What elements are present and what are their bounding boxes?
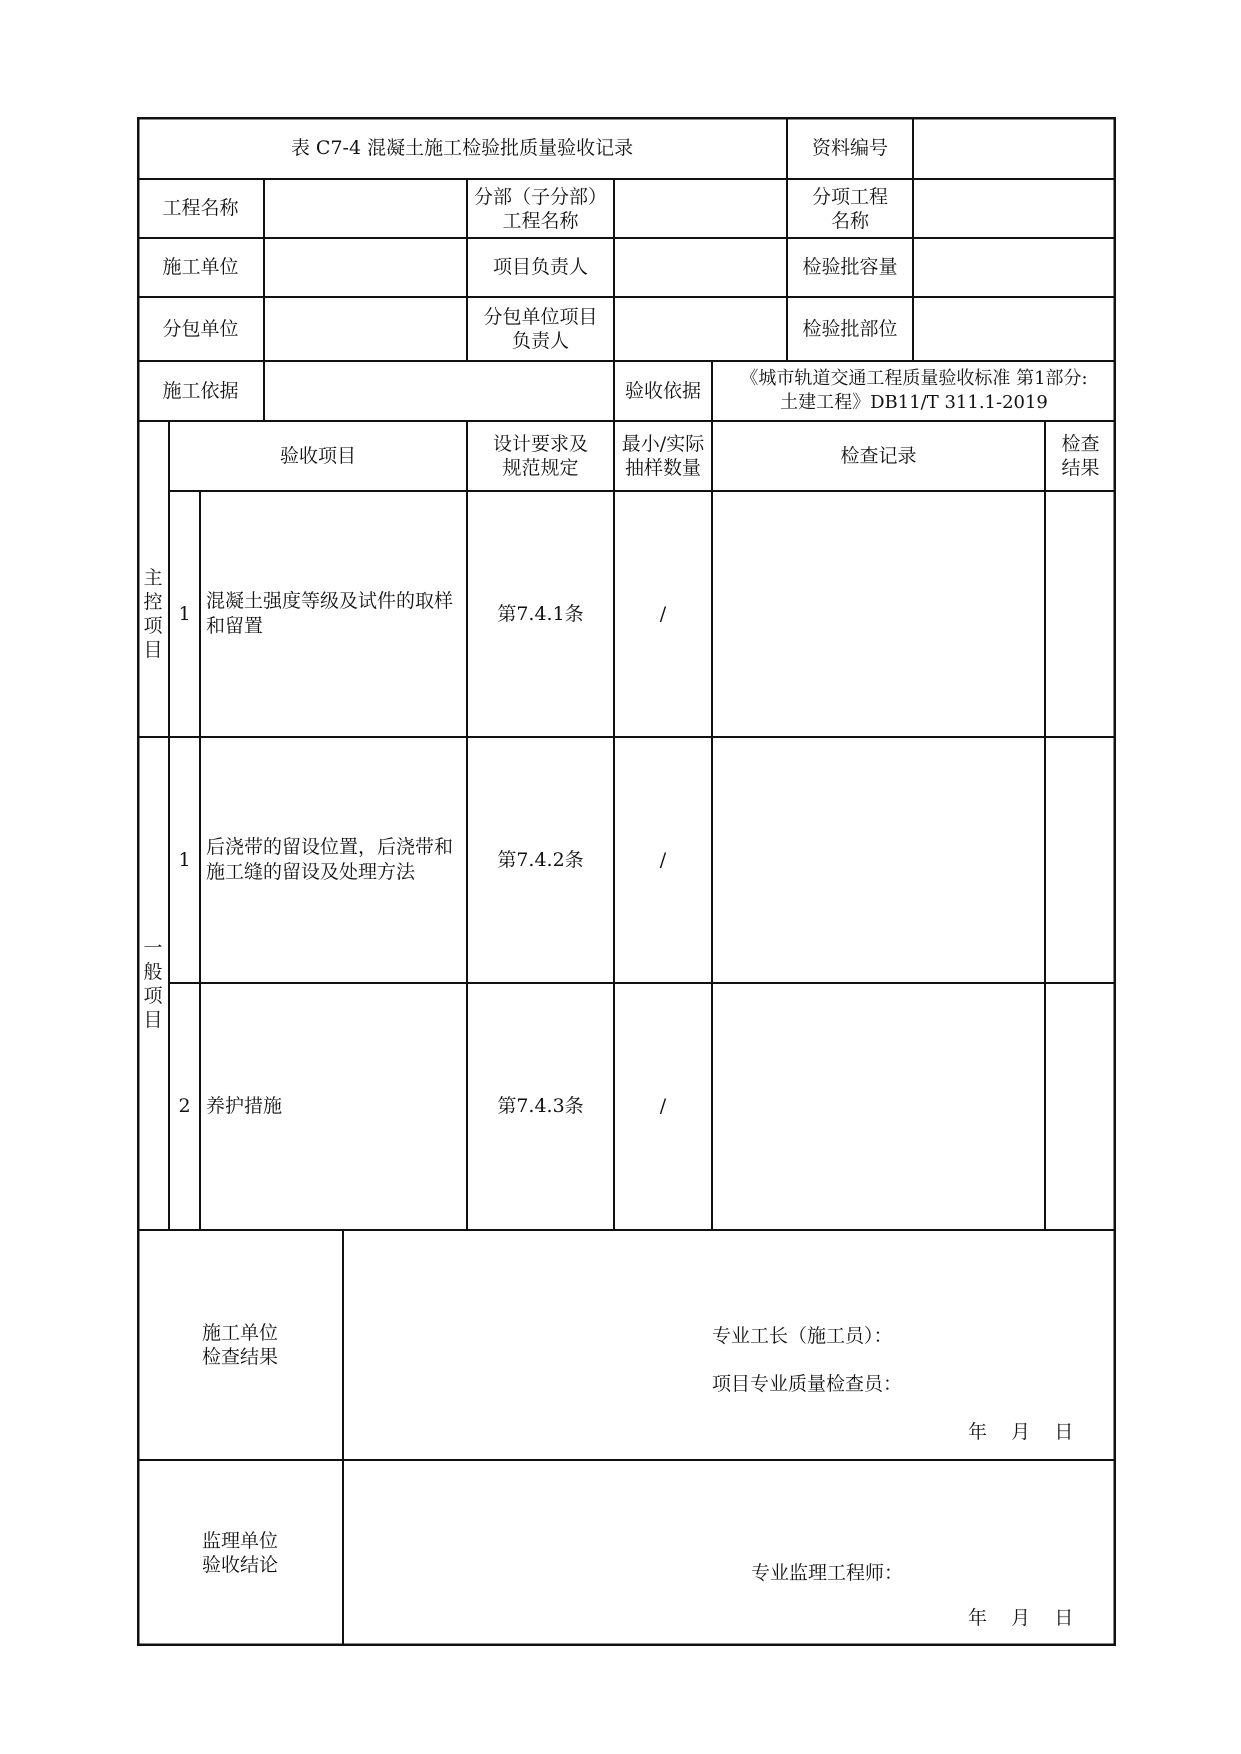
sub-division-label — [467, 179, 614, 238]
header-sample-line1: 最小/实际 — [621, 433, 705, 455]
sub-manager-label-line1: 分包单位项目 — [483, 306, 598, 328]
project-manager-field[interactable] — [614, 238, 787, 297]
project-manager-label: 项目负责人 — [492, 256, 588, 278]
check-record-field[interactable] — [712, 491, 1045, 737]
header-design-line1: 设计要求及 — [492, 433, 588, 455]
sub-division-label-line1: 分部（子分部） — [473, 185, 607, 208]
form-title: 表 C7-4 混凝土施工检验批质量验收记录 — [290, 136, 634, 159]
general-char: 般 — [143, 960, 163, 983]
sub-division-label-line2: 工程名称 — [502, 209, 579, 232]
contractor-check-label-line2: 检查结果 — [201, 1346, 278, 1368]
header-sample-line2: 抽样数量 — [624, 457, 701, 479]
sub-manager-label — [467, 297, 614, 361]
contractor-check-area[interactable] — [343, 1230, 1116, 1460]
sample-quantity: / — [659, 848, 667, 871]
project-name-field[interactable] — [264, 179, 467, 238]
supervising-engineer-signature-label: 专业监理工程师： — [751, 1562, 904, 1584]
contractor-label: 施工单位 — [162, 256, 239, 278]
inspection-item-name: 后浇带的留设位置，后浇带和施工缝的留设及处理方法 — [206, 836, 454, 883]
subcontractor-label: 分包单位 — [162, 317, 239, 340]
sub-item-label-line1: 分项工程 — [811, 185, 888, 208]
acceptance-basis-value — [712, 361, 1116, 421]
acceptance-basis-line2: 土建工程》DB11/T 311.1-2019 — [780, 392, 1048, 413]
batch-location-field[interactable] — [913, 297, 1116, 361]
acceptance-basis-line1: 《城市轨道交通工程质量验收标准 第1部分: — [740, 368, 1088, 389]
supervisor-check-label-line1: 监理单位 — [201, 1530, 278, 1552]
sub-manager-field[interactable] — [614, 297, 787, 361]
doc-no-field[interactable] — [913, 117, 1116, 179]
header-design-line2: 规范规定 — [502, 457, 579, 479]
general-char: 目 — [143, 1008, 163, 1031]
sub-item-label — [787, 179, 913, 238]
batch-location-label: 检验批部位 — [802, 317, 898, 340]
sample-quantity: / — [659, 602, 667, 625]
contractor-date-label: 年 月 日 — [968, 1421, 1074, 1443]
quality-inspector-signature-label: 项目专业质量检查员： — [712, 1373, 903, 1395]
header-design-requirement — [467, 421, 614, 491]
contractor-field[interactable] — [264, 238, 467, 297]
header-sample-quantity — [614, 421, 712, 491]
doc-no-label: 资料编号 — [811, 136, 888, 159]
main-control-char: 项 — [143, 615, 163, 637]
supervisor-check-label — [137, 1460, 343, 1646]
row-number: 1 — [178, 602, 191, 625]
check-record-field[interactable] — [712, 737, 1045, 983]
header-check-record: 检查记录 — [840, 444, 917, 467]
batch-capacity-label: 检验批容量 — [802, 256, 898, 278]
sub-manager-label-line2: 负责人 — [511, 330, 569, 352]
general-char: 项 — [143, 984, 163, 1007]
header-result-line1: 检查 — [1061, 433, 1100, 455]
inspection-item-name: 养护措施 — [206, 1095, 283, 1117]
check-result-field[interactable] — [1045, 983, 1116, 1230]
sub-item-field[interactable] — [913, 179, 1116, 238]
contractor-check-label — [137, 1230, 343, 1460]
header-inspection-item: 验收项目 — [279, 444, 356, 467]
supervisor-date-label: 年 月 日 — [968, 1607, 1074, 1629]
contractor-check-label-line1: 施工单位 — [201, 1322, 278, 1344]
project-name-label: 工程名称 — [162, 197, 239, 219]
foreman-signature-label: 专业工长（施工员）： — [712, 1325, 893, 1347]
acceptance-record-form — [137, 117, 1116, 1646]
supervisor-check-area[interactable] — [343, 1460, 1116, 1646]
header-check-result — [1045, 421, 1116, 491]
acceptance-basis-label: 验收依据 — [624, 379, 701, 402]
row-number: 1 — [178, 848, 191, 871]
sub-division-field[interactable] — [614, 179, 787, 238]
inspection-item-name: 混凝土强度等级及试件的取样和留置 — [206, 590, 454, 637]
general-section-label — [137, 737, 169, 1230]
check-result-field[interactable] — [1045, 491, 1116, 737]
general-char: 一 — [143, 936, 163, 959]
subcontractor-field[interactable] — [264, 297, 467, 361]
main-control-char: 主 — [143, 567, 163, 589]
header-result-line2: 结果 — [1061, 457, 1100, 479]
sub-item-label-line2: 名称 — [830, 209, 869, 232]
clause-reference: 第7.4.3条 — [497, 1095, 584, 1117]
clause-reference: 第7.4.2条 — [497, 848, 584, 871]
row-number: 2 — [178, 1095, 191, 1117]
construction-basis-label: 施工依据 — [162, 379, 239, 402]
main-control-char: 控 — [143, 591, 163, 613]
supervisor-check-label-line2: 验收结论 — [201, 1554, 278, 1576]
sample-quantity: / — [659, 1095, 667, 1117]
clause-reference: 第7.4.1条 — [497, 602, 584, 625]
main-control-section-label — [137, 491, 169, 737]
check-record-field[interactable] — [712, 983, 1045, 1230]
check-result-field[interactable] — [1045, 737, 1116, 983]
main-control-char: 目 — [143, 639, 163, 661]
batch-capacity-field[interactable] — [913, 238, 1116, 297]
construction-basis-field[interactable] — [264, 361, 614, 421]
